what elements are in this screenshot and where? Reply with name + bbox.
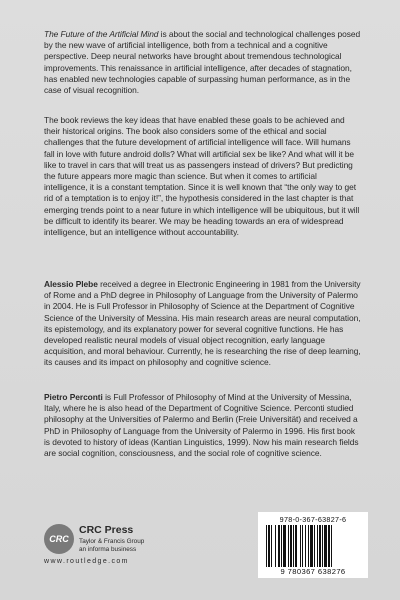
barcode-stripe (308, 525, 309, 567)
barcode-stripe (278, 525, 280, 567)
barcode-stripe (275, 525, 276, 567)
barcode-stripe (281, 525, 282, 567)
barcode-stripe (310, 525, 313, 567)
publisher-logo-text: CRC (49, 534, 69, 544)
publisher-name: CRC Press (79, 524, 134, 536)
author-bio-text-plebe: received a degree in Electronic Engineering in 1981 from the University of Rome and a PhD degree in Philosophy of Language from the University of Palermo in 2004. He is Full Professor in Philosophy of Science at the Department of Cognitive Science of the University of Messina. His main research areas are neural computation, its epistemology, and its explanatory power for several cognitive functions. He has developed realistic neural models of visual object recognition, early language acquisition, and moral behaviour. Currently, he is researching the rise of deep learning, its causes and its impact on philosophy and cognitive science. (44, 279, 361, 368)
barcode-stripe (295, 525, 297, 567)
author-name-plebe: Alessio Plebe (44, 279, 98, 289)
publisher-block (44, 520, 204, 568)
barcode-stripe (328, 525, 330, 567)
barcode-stripe (331, 525, 332, 567)
author-name-perconti: Pietro Perconti (44, 392, 103, 402)
barcode-stripe (271, 525, 272, 567)
publisher-business: an informa business (79, 545, 137, 553)
synopsis-text-2: The book reviews the key ideas that have enabled these goals to be achieved and their historical origins. The book also considers some of the ethical and social challenges that the future development of artificial intelligence will face. Will humans fall in love with future android dolls? What will artificial sex be like? And what will it be like to travel in cars that will treat us as passengers instead of drivers? But predicting the future appears more magic than science. But when it comes to artificial intelligence, it is a constant temptation. Since it is well known that “the only way to get rid of a temptation is to enjoy it!”, the hypothesis considered in the last chapter is that emerging trends point to a near future in which intelligence will be ubiquitous, but it will be difficult to identify its bearer. We may be heading towards an era of widespread intelligence, but an intelligence without accountability. (44, 115, 360, 238)
barcode-stripe (288, 525, 289, 567)
barcode-stripe (293, 525, 294, 567)
synopsis-paragraph-2 (44, 115, 361, 238)
barcode-stripe (322, 525, 323, 567)
synopsis-paragraph-1 (44, 29, 361, 96)
book-title: The Future of the Artificial Mind (44, 29, 159, 39)
barcode-stripe (314, 525, 315, 567)
barcode-stripe (300, 525, 301, 567)
barcode-stripe (305, 525, 306, 567)
barcode-stripe (324, 525, 327, 567)
barcode-stripe (268, 525, 270, 567)
synopsis-text-1: is about the social and technological challenges posed by the new wave of artificial intelligence, both from a technical and a cognitive perspective. Deep neural networks have brought about tremendous technological improvements. This renaissance in artificial intelligence, after decades of stagnation, has enabled new technologies capable of surpassing human performance, as in the case of visual recognition. (44, 29, 361, 96)
author-bio-perconti (44, 392, 361, 459)
barcode-stripe (319, 525, 321, 567)
publisher-group: Taylor & Francis Group (79, 538, 145, 545)
publisher-url: www.routledge.com (44, 558, 129, 565)
author-bio-text-perconti: is Full Professor of Philosophy of Mind at the University of Messina, Italy, where he is also head of the Department of Cognitive Science. Perconti studied philosophy at the Universities of Palermo and Berlin (Freie Universität) and received a PhD in Philosophy of Language from the University of Palermo in 1996. His first book is devoted to history of ideas (Kantian Linguistics, 1999). Now his main research fields are social cognition, consciousness, and the social role of cognitive science. (44, 392, 359, 459)
author-bio-plebe (44, 279, 361, 369)
publisher-tagline (79, 538, 189, 553)
publisher-logo-icon (44, 524, 74, 554)
isbn-number: 978-0-367-63827-6 (279, 515, 347, 524)
barcode-stripe (317, 525, 318, 567)
barcode-stripe (283, 525, 286, 567)
barcode-stripe (290, 525, 292, 567)
barcode-stripe (266, 525, 267, 567)
barcode-digits: 9 780367 638276 (280, 567, 346, 576)
barcode-stripe (302, 525, 303, 567)
barcode-bars (266, 525, 362, 567)
isbn-barcode (258, 512, 368, 578)
